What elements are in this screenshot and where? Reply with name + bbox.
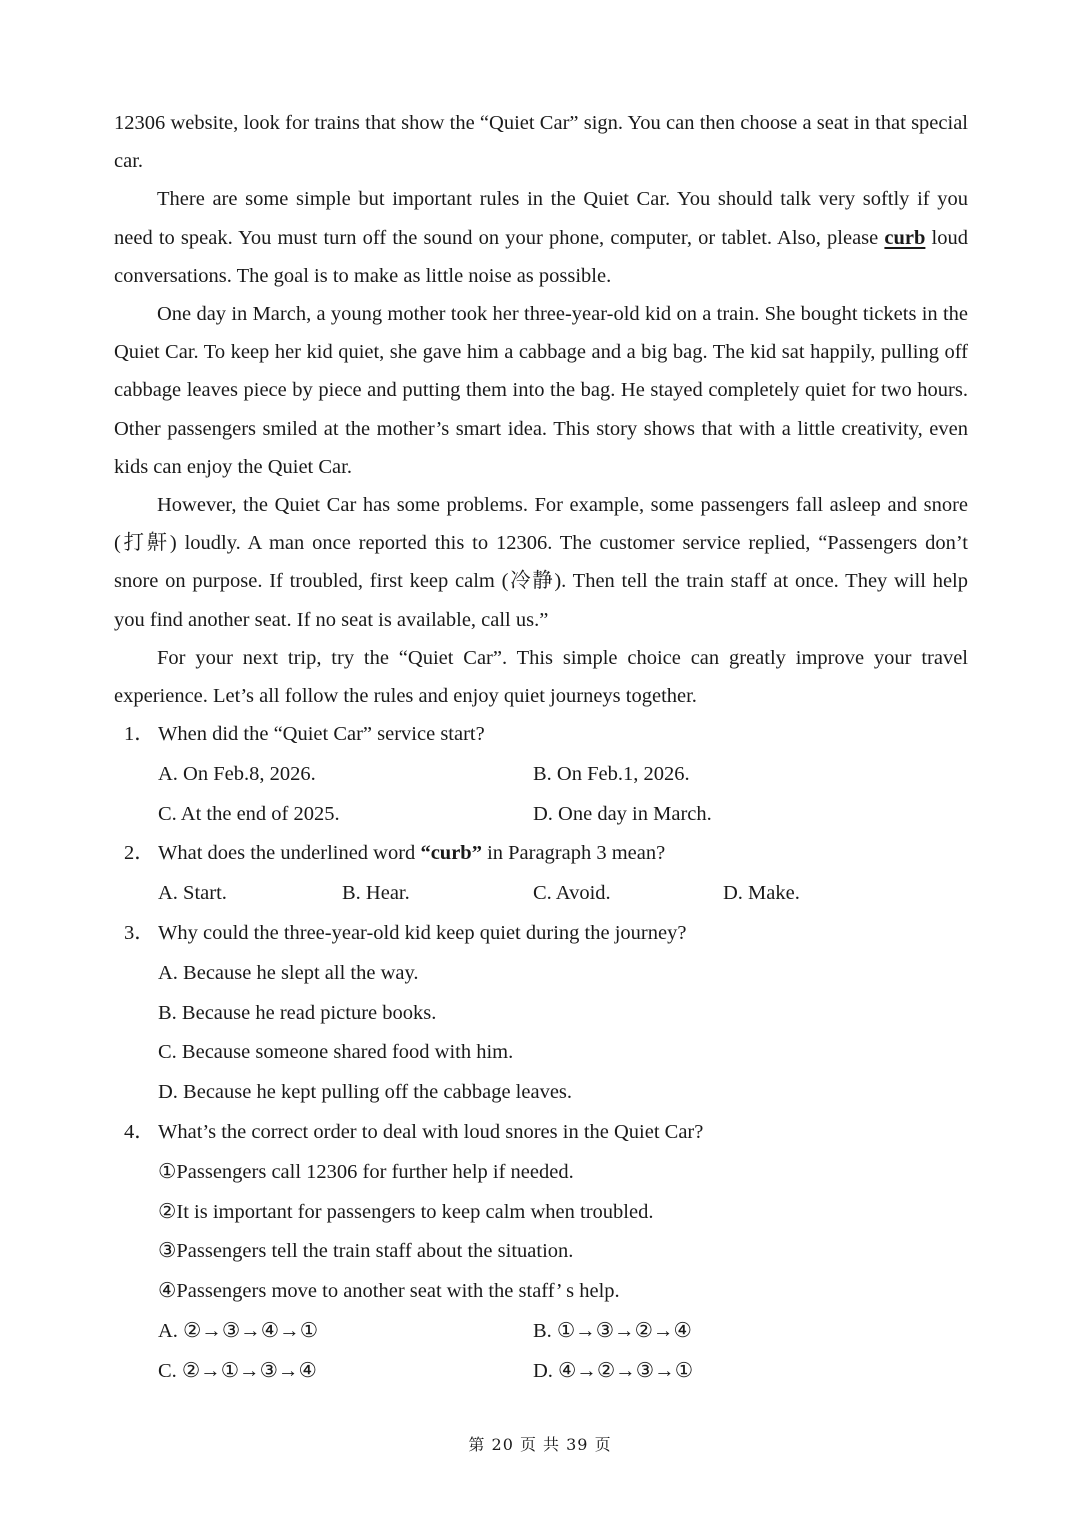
question-4-statement-4 [124, 1272, 968, 1312]
question-1-options-row-2 [124, 795, 968, 835]
question-3-stem [124, 914, 968, 954]
option-a[interactable]: A. Because he slept all the way. [158, 961, 419, 984]
question-1-options-row-1 [124, 755, 968, 795]
question-number: 4． [124, 1120, 155, 1143]
underlined-word-curb: curb [884, 226, 926, 249]
option-d[interactable]: D. One day in March. [533, 802, 712, 825]
question-text: Why could the three-year-old kid keep quiet during the journey? [158, 921, 687, 944]
question-4-options-row-1 [124, 1312, 968, 1352]
question-4-statement-1 [124, 1153, 968, 1193]
option-c[interactable]: C. ②→①→③→④ [158, 1359, 317, 1382]
paragraph-problems: However, the Quiet Car has some problems. For example, some passengers fall asleep and snore (打鼾) loudly. A man once reported this to 12306. The customer service replied, “Passengers don’t snore on purpose. If troubled, first keep calm (冷静). Then tell the train staff at once. They will help you find another seat. If no seat is available, call us.” [114, 494, 968, 631]
question-1-stem [124, 715, 968, 755]
reading-passage [114, 104, 968, 715]
option-d[interactable]: D. ④→②→③→① [533, 1359, 694, 1382]
option-b[interactable]: B. Hear. [342, 882, 410, 905]
statement-text: ③Passengers tell the train staff about the situation. [158, 1240, 574, 1263]
statement-text: ①Passengers call 12306 for further help if needed. [158, 1160, 574, 1183]
option-b[interactable]: B. On Feb.1, 2026. [533, 762, 690, 785]
option-d[interactable]: D. Because he kept pulling off the cabbage leaves. [158, 1081, 573, 1104]
paragraph-continuation: 12306 website, look for trains that show the “Quiet Car” sign. You can then choose a seat in that special car. [114, 112, 968, 173]
question-text-part-2: in Paragraph 3 mean? [481, 842, 666, 865]
question-4-statement-2 [124, 1193, 968, 1233]
paragraph-rules-text-1: There are some simple but important rules in the Quiet Car. You should talk very softly if you need to speak. You must turn off the sound on your phone, computer, or tablet. Also, please [114, 188, 968, 249]
option-c[interactable]: C. At the end of 2025. [158, 802, 340, 825]
bold-word-curb: “curb” [420, 842, 482, 865]
questions-section [124, 715, 968, 1392]
question-number: 1． [124, 723, 155, 745]
statement-text: ②It is important for passengers to keep calm when troubled. [158, 1200, 654, 1223]
paragraph-story: One day in March, a young mother took her three-year-old kid on a train. She bought tickets in the Quiet Car. To keep her kid quiet, she gave him a cabbage and a big bag. The kid sat happily, pulling off cabbage leaves piece by piece and putting them into the bag. He stayed completely quiet for two hours. Other passengers smiled at the mother’s smart idea. This story shows that with a little creativity, even kids can enjoy the Quiet Car. [114, 303, 968, 478]
question-number: 2． [124, 842, 155, 865]
question-4-stem [124, 1113, 968, 1153]
paragraph-conclusion: For your next trip, try the “Quiet Car”. This simple choice can greatly improve your travel experience. Let’s all follow the rules and enjoy quiet journeys together. [114, 646, 968, 708]
paragraph-rules [114, 180, 968, 295]
question-3-option-b-row [124, 994, 968, 1034]
statement-text: ④Passengers move to another seat with the staff’ s help. [158, 1280, 620, 1303]
option-b[interactable]: B. ①→③→②→④ [533, 1319, 692, 1342]
option-c[interactable]: C. Avoid. [533, 882, 611, 905]
question-text: When did the “Quiet Car” service start? [158, 723, 485, 745]
option-c[interactable]: C. Because someone shared food with him. [158, 1041, 514, 1064]
question-2-stem [124, 834, 968, 874]
question-number: 3． [124, 921, 155, 944]
option-b[interactable]: B. Because he read picture books. [158, 1001, 437, 1024]
question-3-option-c-row [124, 1033, 968, 1073]
question-3-option-a-row [124, 954, 968, 994]
option-a[interactable]: A. Start. [158, 882, 227, 905]
question-text-part-1: What does the underlined word [158, 842, 421, 865]
option-a[interactable]: A. ②→③→④→① [158, 1319, 319, 1342]
option-a[interactable]: A. On Feb.8, 2026. [158, 762, 316, 785]
question-2-options-row [124, 874, 968, 914]
option-d[interactable]: D. Make. [723, 882, 800, 905]
question-3-option-d-row [124, 1073, 968, 1113]
question-text [158, 834, 665, 874]
question-text: What’s the correct order to deal with loud snores in the Quiet Car? [158, 1120, 704, 1143]
question-4-statement-3 [124, 1232, 968, 1272]
paragraph-rules-text-2: loud conversations. The goal is to make as little noise as possible. [114, 226, 968, 287]
page-footer: 第 20 页 共 39 页 [468, 1435, 612, 1454]
question-4-options-row-2 [124, 1352, 968, 1392]
